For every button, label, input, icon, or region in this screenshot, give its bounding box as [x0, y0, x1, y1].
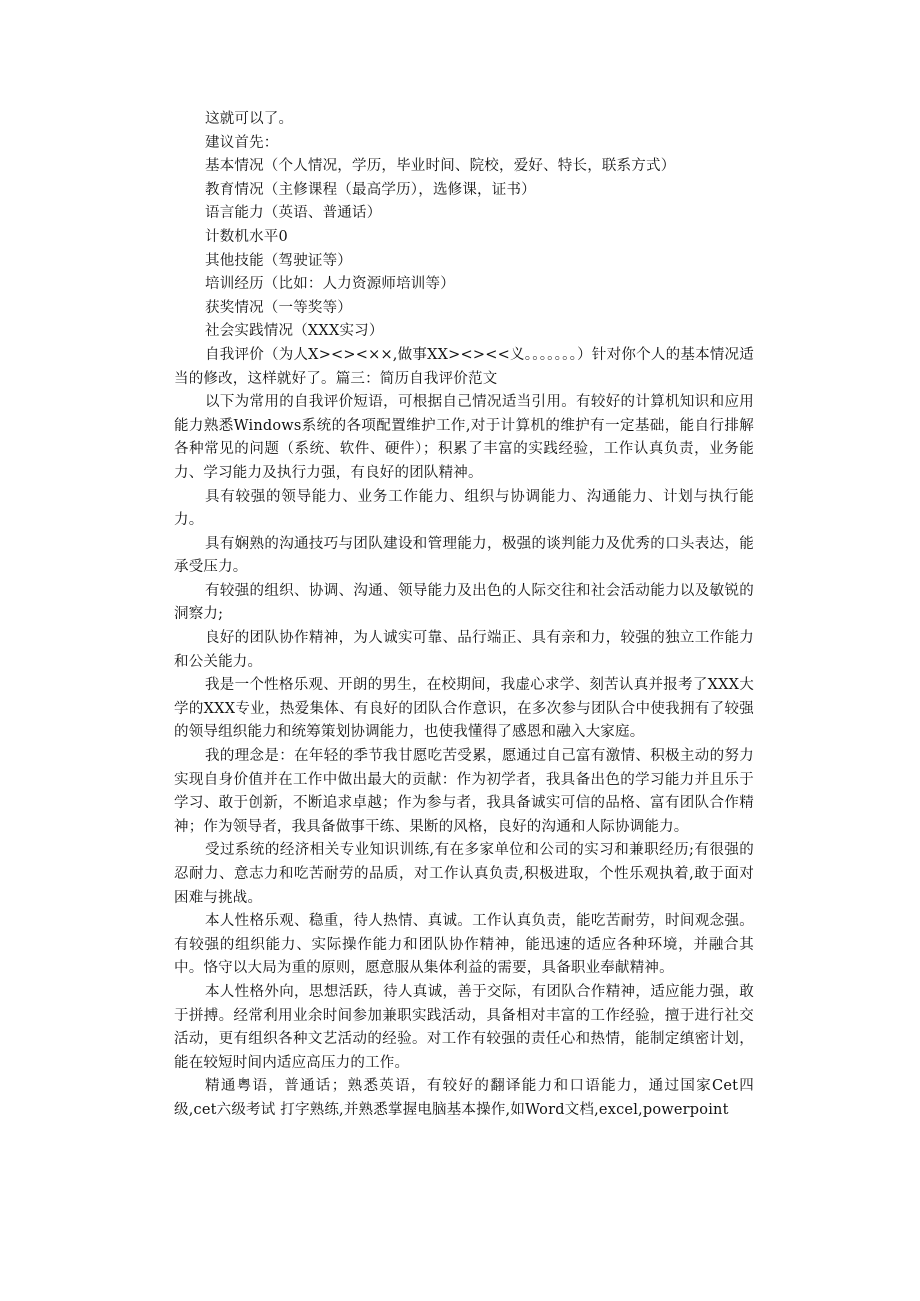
text-line: 教育情况（主修课程（最高学历），选修课，证书）: [205, 181, 536, 198]
paragraph: 良好的团队协作精神，为人诚实可靠、品行端正、具有亲和力，较强的独立工作能力和公关能力。: [174, 630, 754, 670]
text-line: 基本情况（个人情况，学历，毕业时间、院校，爱好、特长，联系方式）: [205, 158, 676, 175]
paragraph: 本人性格外向，思想活跃，待人真诚，善于交际，有团队合作精神，适应能力强，敢于拼搏。经常利用业余时间参加兼职实践活动，具备相对丰富的工作经验，擅于进行社交活动，更有组织各种文艺活动的经验。对工作有较强的责任心和热情，能制定缜密计划，能在较短时间内适应高压力的工作。: [174, 983, 754, 1071]
text-line: 社会实践情况（XXX实习）: [205, 323, 384, 340]
text-line: 培训经历（比如：人力资源师培训等）: [205, 276, 455, 293]
paragraph: 精通粤语，普通话；熟悉英语，有较好的翻译能力和口语能力，通过国家Cet四级,cet六级考试 打字熟练,并熟悉掌握电脑基本操作,如Word文档,excel,powerpoint: [174, 1078, 754, 1118]
paragraph: 自我评价（为人X><><××,做事XX><><<义。。。。。。。）针对你个人的基本情况适当的修改，这样就好了。篇三：简历自我评价范文: [174, 346, 754, 387]
paragraph: 本人性格乐观、稳重，待人热情、真诚。工作认真负责，能吃苦耐劳，时间观念强。有较强的组织能力、实际操作能力和团队协作精神，能迅速的适应各种环境，并融合其中。恪守以大局为重的原则，愿意服从集体利益的需要，具备职业奉献精神。: [174, 913, 754, 977]
text-line: 语言能力（英语、普通话）: [205, 205, 382, 222]
document-page: [174, 108, 754, 1123]
paragraph: 具有娴熟的沟通技巧与团队建设和管理能力，极强的谈判能力及优秀的口头表达，能承受压力。: [174, 535, 754, 576]
paragraph: 我是一个性格乐观、开朗的男生，在校期间，我虚心求学、刻苦认真并报考了XXX大学的XXX专业，热爱集体、有良好的团队合作意识，在多次参与团队合中使我拥有了较强的领导组织能力和统筹策划协调能力，也使我懂得了感恩和融入大家庭。: [174, 677, 754, 741]
text-line: 建议首先：: [205, 134, 279, 151]
text-line: 这就可以了。: [205, 111, 294, 127]
paragraph: 受过系统的经济相关专业知识训练,有在多家单位和公司的实习和兼职经历;有很强的忍耐力、意志力和吃苦耐劳的品质，对工作认真负责,积极进取，个性乐观执着,敢于面对困难与挑战。: [174, 842, 754, 906]
paragraph: 具有较强的领导能力、业务工作能力、组织与协调能力、沟通能力、计划与执行能力。: [174, 488, 754, 529]
paragraph: 我的理念是：在年轻的季节我甘愿吃苦受累，愿通过自己富有激情、积极主动的努力实现自身价值并在工作中做出最大的贡献：作为初学者，我具备出色的学习能力并且乐于学习、敢于创新，不断追求卓越；作为参与者，我具备诚实可信的品格、富有团队合作精神；作为领导者，我具备做事干练、果断的风格，良好的沟通和人际协调能力。: [174, 748, 754, 835]
paragraph: 以下为常用的自我评价短语，可根据自己情况适当引用。有较好的计算机知识和应用能力熟悉Windows系统的各项配置维护工作,对于计算机的维护有一定基础，能自行排解各种常见的问题（系统、软件、硬件）；积累了丰富的实践经验，工作认真负责，业务能力、学习能力及执行力强，有良好的团队精神。: [174, 394, 754, 481]
paragraph: 有较强的组织、协调、沟通、领导能力及出色的人际交往和社会活动能力以及敏锐的洞察力;: [174, 582, 754, 623]
text-line: 计数机水平0: [205, 228, 288, 245]
text-line: 其他技能（驾驶证等）: [205, 252, 352, 269]
text-line: 获奖情况（一等奖等）: [205, 299, 352, 316]
